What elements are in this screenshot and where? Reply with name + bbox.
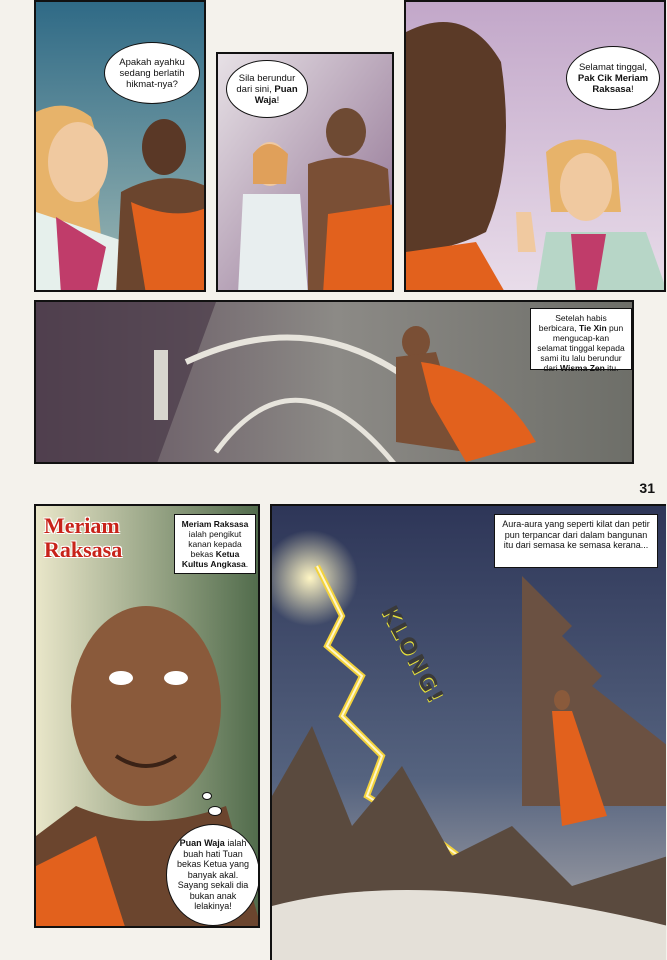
character-caption — [174, 514, 256, 574]
caption-text: itu. — [604, 363, 619, 373]
caption-name: Ketua Kultus Angkasa — [181, 549, 246, 569]
caption-text: Setelah habis berbicara, — [538, 313, 607, 333]
panel-4 — [34, 300, 634, 464]
panel-1 — [34, 0, 206, 292]
panel-1-art — [36, 2, 206, 292]
caption-text: pun mengucap-kan selamat tinggal kepada sami itu lalu berundur dari — [537, 323, 625, 373]
thought-dot — [202, 792, 212, 800]
title-line: Raksasa — [44, 537, 123, 562]
sound-effect: KLONG! — [375, 602, 449, 709]
speech-bubble — [566, 46, 660, 110]
thought-dot — [208, 806, 222, 816]
title-line: Meriam — [44, 513, 120, 538]
thought-bubble — [166, 824, 260, 926]
character-title — [44, 514, 122, 562]
panel-3 — [404, 0, 666, 292]
caption-text: Aura-aura yang seperti kilat dan petir pun terpancar dari dalam bangunan itu dari semasa ke semasa kerana... — [502, 519, 650, 550]
speech-text: Sila berundur dari sini, Puan Waja! — [236, 72, 298, 106]
thought-text: Puan Waja ialah buah hati Tuan bekas Ketua yang banyak akal. Sayang sekali dia bukan anak lelakinya! — [176, 838, 250, 912]
narration-caption — [494, 514, 658, 568]
caption-name: Meriam Raksasa — [181, 519, 249, 529]
caption-text: . — [245, 559, 249, 569]
panel-3-art — [406, 2, 666, 292]
speech-bubble — [104, 42, 200, 104]
panel-6 — [270, 504, 666, 960]
panel-6-art — [272, 506, 666, 960]
caption-name: Tie Xin — [578, 323, 607, 333]
speech-text: Selamat tinggal, Pak Cik Meriam Raksasa! — [577, 61, 649, 95]
panel-5 — [34, 504, 260, 928]
page-number: 31 — [639, 480, 655, 496]
caption-text: ialah pengikut kanan kepada bekas — [188, 529, 242, 559]
narration-caption — [530, 308, 632, 373]
speech-text: Apakah ayahku sedang berlatih hikmat-nya? — [119, 56, 185, 90]
speech-bubble — [226, 60, 308, 118]
caption-name: Wisma Zen — [560, 363, 605, 373]
panel-2 — [216, 52, 394, 292]
